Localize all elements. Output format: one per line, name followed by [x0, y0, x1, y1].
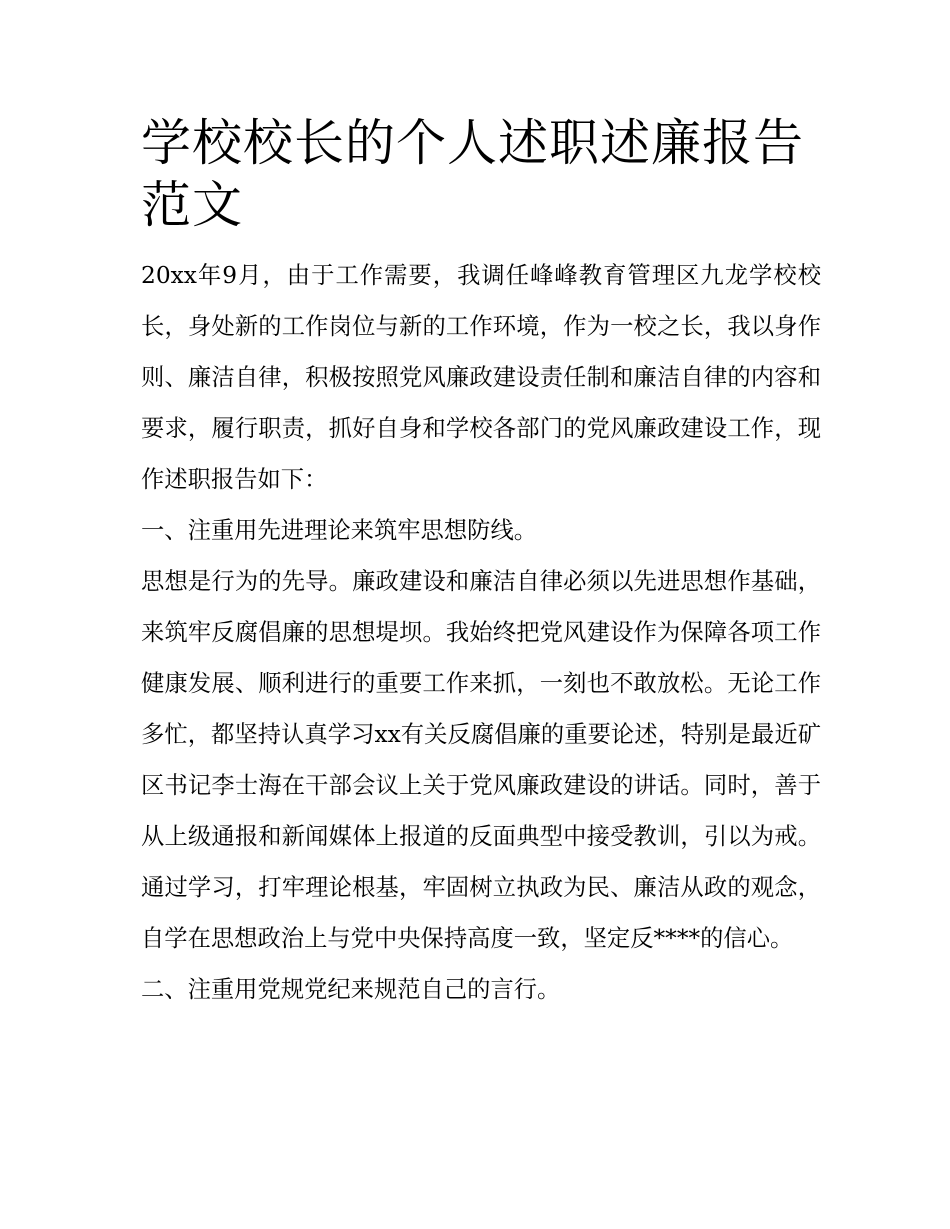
document-page [141, 112, 821, 1015]
intro-paragraph: 20xx年9月，由于工作需要，我调任峰峰教育管理区九龙学校校长，身处新的工作岗位与新的工作环境，作为一校之长，我以身作则、廉洁自律，积极按照党风廉政建设责任制和廉洁自律的内容和要求，履行职责，抓好自身和学校各部门的党风廉政建设工作，现作述职报告如下： [141, 262, 821, 493]
section-heading-2: 二、注重用党规党纪来规范自己的言行。 [141, 976, 561, 1003]
section-heading-1: 一、注重用先进理论来筑牢思想防线。 [141, 517, 538, 544]
document-title: 学校校长的个人述职述廉报告范文 [141, 114, 804, 234]
section-1-paragraph: 思想是行为的先导。廉政建设和廉洁自律必须以先进思想作基础，来筑牢反腐倡廉的思想堤坝。我始终把党风建设作为保障各项工作健康发展、顺利进行的重要工作来抓，一刻也不敢放松。无论工作多忙，都坚持认真学习xx有关反腐倡廉的重要论述，特别是最近矿区书记李士海在干部会议上关于党风廉政建设的讲话。同时，善于从上级通报和新闻媒体上报道的反面典型中接受教训，引以为戒。通过学习，打牢理论根基，牢固树立执政为民、廉洁从政的观念，自学在思想政治上与党中央保持高度一致，坚定反****的信心。 [141, 568, 821, 952]
